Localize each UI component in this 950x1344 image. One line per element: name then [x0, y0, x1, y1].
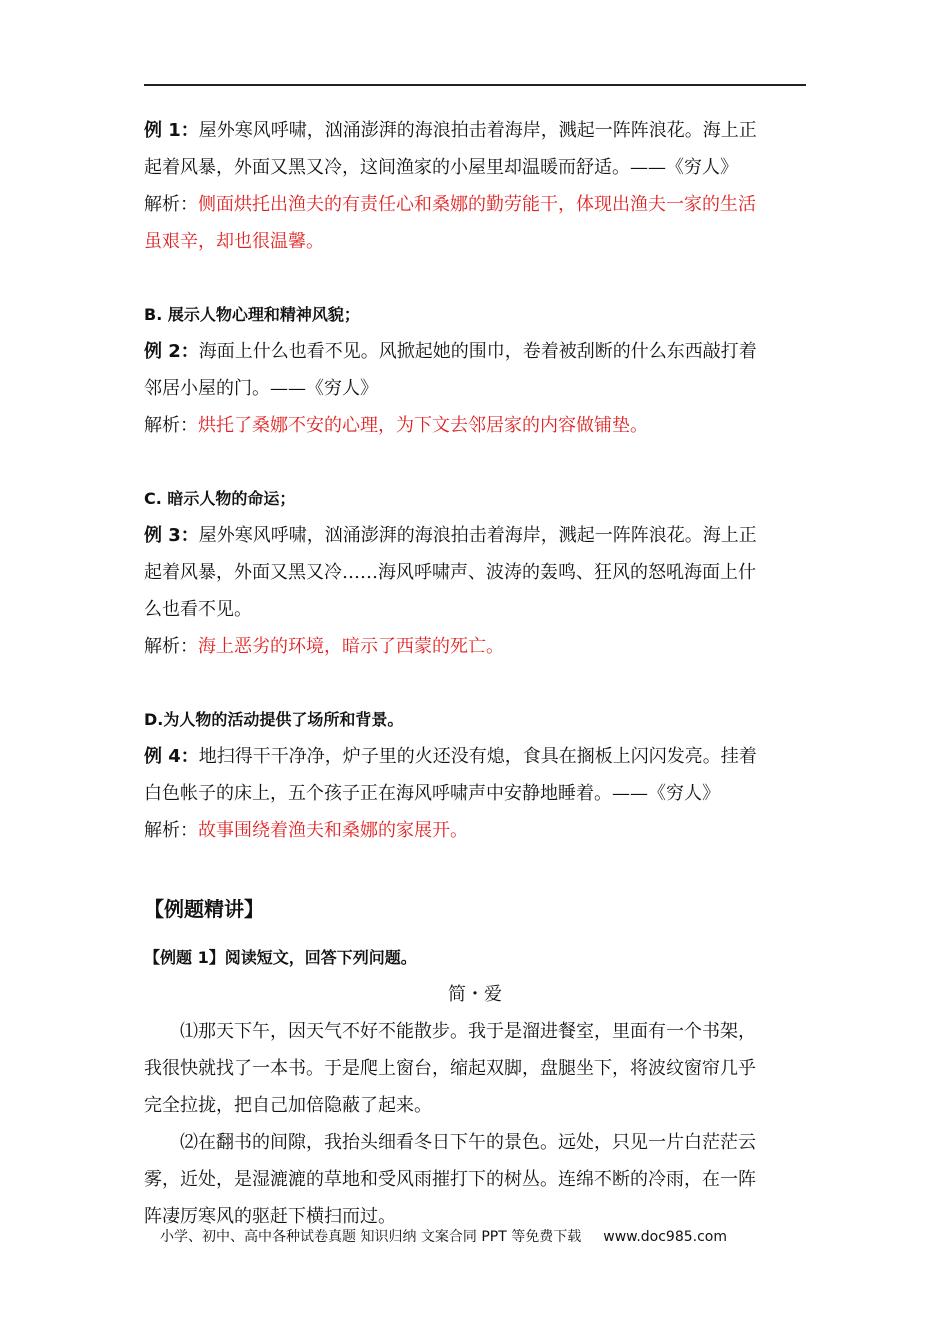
example-1-line-1: 例 1：屋外寒风呼啸，汹涌澎湃的海浪拍击着海岸，溅起一阵阵浪花。海上正 — [144, 120, 757, 141]
section-d-heading: D.为人物的活动提供了场所和背景。 — [144, 710, 404, 729]
lecture-title: 【例题精讲】 — [144, 897, 264, 921]
example-4-line-1: 例 4：地扫得干干净净，炉子里的火还没有熄，食具在搁板上闪闪发亮。挂着 — [144, 746, 757, 767]
analysis-1-line-2: 虽艰辛，却也很温馨。 — [144, 231, 324, 252]
example-question-heading: 【例题 1】阅读短文，回答下列问题。 — [144, 948, 417, 967]
passage-p2-line-1: ⑵在翻书的间隙，我抬头细看冬日下午的景色。远处，只见一片白茫茫云 — [180, 1132, 756, 1153]
passage-p1-line-3: 完全拉拢，把自己加倍隐蔽了起来。 — [144, 1095, 432, 1116]
section-c-heading: C. 暗示人物的命运； — [144, 489, 296, 508]
example-3-line-3: 么也看不见。 — [144, 599, 252, 620]
page-footer — [160, 1226, 800, 1246]
passage-title: 简・爱 — [448, 984, 502, 1005]
example-3-label: 例 3： — [144, 525, 199, 546]
passage-p1-line-2: 我很快就找了一本书。于是爬上窗台，缩起双脚，盘腿坐下，将波纹窗帘几乎 — [144, 1058, 756, 1079]
example-3-line-2: 起着风暴，外面又黑又冷……海风呼啸声、波涛的轰鸣、狂风的怒吼海面上什 — [144, 562, 756, 583]
footer-text: 小学、初中、高中各种试卷真题 知识归纳 文案合同 PPT 等免费下载 — [160, 1229, 582, 1245]
example-1-label: 例 1： — [144, 120, 199, 141]
analysis-2-line-1: 解析：烘托了桑娜不安的心理，为下文去邻居家的内容做铺垫。 — [144, 415, 648, 436]
example-2-line-1: 例 2：海面上什么也看不见。风掀起她的围巾，卷着被刮断的什么东西敲打着 — [144, 341, 757, 362]
header-rule — [144, 84, 806, 86]
example-4-line-2: 白色帐子的床上，五个孩子正在海风呼啸声中安静地睡着。——《穷人》 — [144, 783, 720, 804]
analysis-label: 解析： — [144, 820, 198, 841]
example-1-line-2: 起着风暴，外面又黑又冷，这间渔家的小屋里却温暖而舒适。——《穷人》 — [144, 157, 738, 178]
analysis-3-line-1: 解析：海上恶劣的环境，暗示了西蒙的死亡。 — [144, 636, 504, 657]
analysis-4-line-1: 解析：故事围绕着渔夫和桑娜的家展开。 — [144, 820, 468, 841]
passage-p1-line-1: ⑴那天下午，因天气不好不能散步。我于是溜进餐室，里面有一个书架， — [180, 1021, 756, 1042]
example-2-label: 例 2： — [144, 341, 199, 362]
example-2-line-2: 邻居小屋的门。——《穷人》 — [144, 378, 378, 399]
section-b-heading: B. 展示人物心理和精神风貌； — [144, 305, 360, 324]
passage-p2-line-3: 阵凄厉寒风的驱赶下横扫而过。 — [144, 1206, 396, 1227]
analysis-1-line-1: 解析：侧面烘托出渔夫的有责任心和桑娜的勤劳能干，体现出渔夫一家的生活 — [144, 194, 756, 215]
passage-p2-line-2: 雾，近处，是湿漉漉的草地和受风雨摧打下的树丛。连绵不断的冷雨，在一阵 — [144, 1169, 756, 1190]
analysis-label: 解析： — [144, 415, 198, 436]
footer-url[interactable]: www.doc985.com — [603, 1229, 727, 1245]
analysis-label: 解析： — [144, 636, 198, 657]
example-3-line-1: 例 3：屋外寒风呼啸，汹涌澎湃的海浪拍击着海岸，溅起一阵阵浪花。海上正 — [144, 525, 757, 546]
analysis-label: 解析： — [144, 194, 198, 215]
example-4-label: 例 4： — [144, 746, 199, 767]
document-body — [144, 112, 806, 1235]
